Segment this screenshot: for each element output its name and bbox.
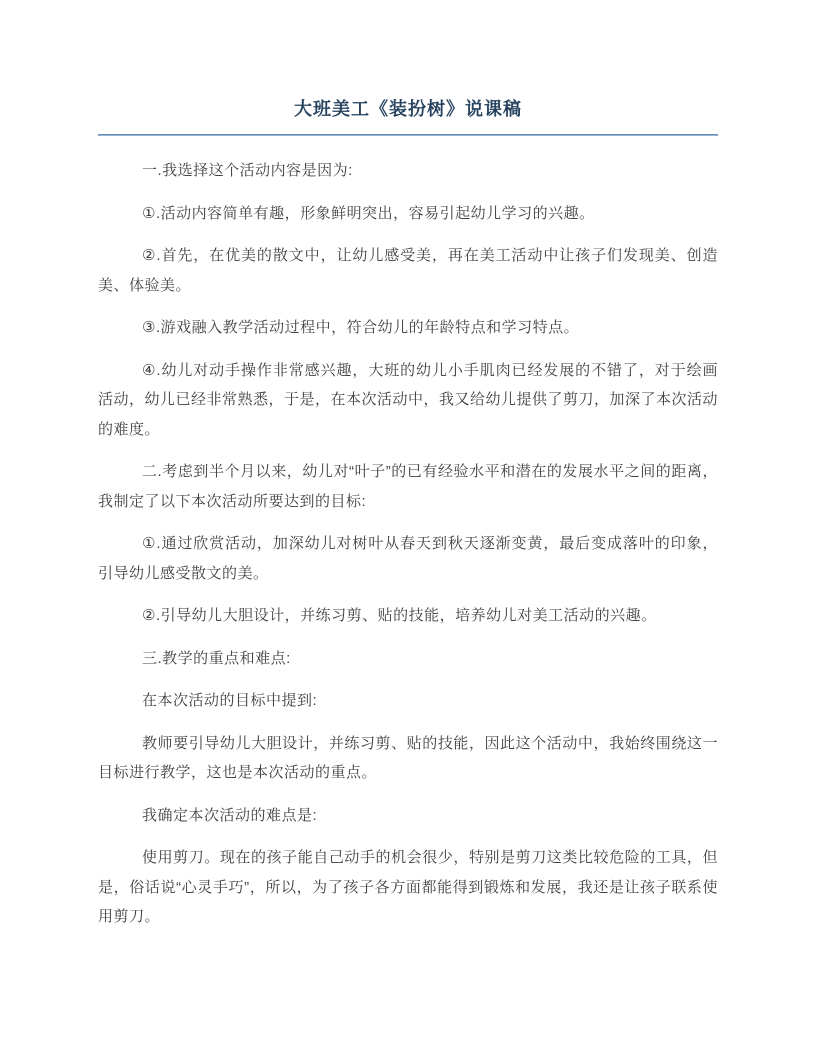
paragraph: ②.引导幼儿大胆设计，并练习剪、贴的技能，培养幼儿对美工活动的兴趣。 [142, 607, 657, 624]
paragraph: 使用剪刀。现在的孩子能自己动手的机会很少，特别是剪刀这类比较危险的工具，但是，俗话说“心灵手巧”，所以，为了孩子各方面都能得到锻炼和发展，我还是让孩子联系使用剪刀。 [98, 849, 718, 925]
paragraph: 教师要引导幼儿大胆设计，并练习剪、贴的技能，因此这个活动中，我始终围绕这一目标进行教学，这也是本次活动的重点。 [98, 734, 718, 781]
paragraph: 一.我选择这个活动内容是因为: [142, 162, 353, 179]
paragraph: ①.通过欣赏活动，加深幼儿对树叶从春天到秋天逐渐变黄，最后变成落叶的印象，引导幼儿感受散文的美。 [98, 535, 718, 582]
document-title: 大班美工《装扮树》说课稿 [294, 99, 522, 119]
title-divider [98, 134, 718, 136]
paragraph: ②.首先，在优美的散文中，让幼儿感受美，再在美工活动中让孩子们发现美、创造美、体验美。 [98, 247, 718, 294]
paragraph: ①.活动内容简单有趣，形象鲜明突出，容易引起幼儿学习的兴趣。 [142, 204, 595, 222]
paragraph: ③.游戏融入教学活动过程中，符合幼儿的年龄特点和学习特点。 [142, 319, 580, 336]
document-body [98, 156, 718, 932]
paragraph: 三.教学的重点和难点: [142, 649, 291, 667]
paragraph: 在本次活动的目标中提到: [142, 692, 318, 709]
paragraph: ④.幼儿对动手操作非常感兴趣，大班的幼儿小手肌肉已经发展的不错了，对于绘画活动，幼儿已经非常熟悉，于是，在本次活动中，我又给幼儿提供了剪刀，加深了本次活动的难度。 [98, 361, 719, 438]
paragraph: 二.考虑到半个月以来，幼儿对“叶子”的已有经验水平和潜在的发展水平之间的距离，我制定了以下本次活动所要达到的目标: [98, 463, 718, 510]
paragraph: 我确定本次活动的难点是: [142, 806, 318, 824]
